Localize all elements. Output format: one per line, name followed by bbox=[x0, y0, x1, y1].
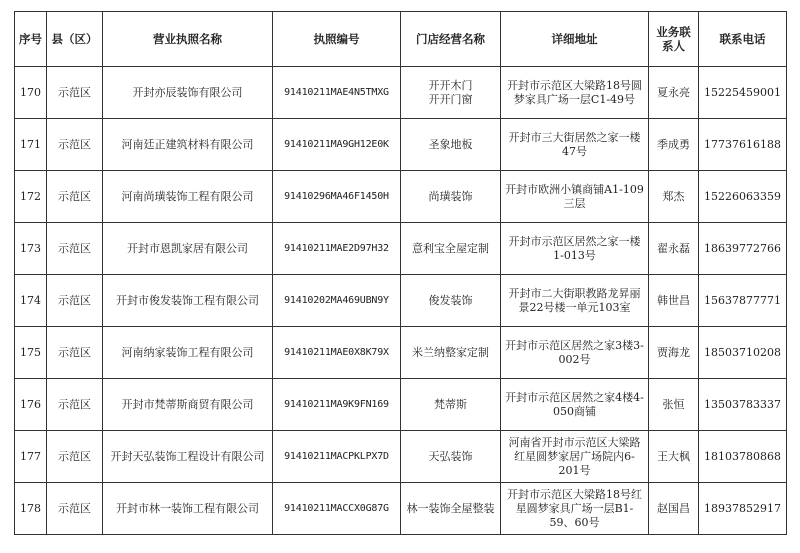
cell-phone: 15226063359 bbox=[699, 171, 787, 223]
table-row bbox=[15, 67, 787, 119]
header-county: 县（区） bbox=[47, 12, 103, 67]
cell-county: 示范区 bbox=[47, 119, 103, 171]
cell-contact: 贾海龙 bbox=[649, 327, 699, 379]
cell-contact: 翟永磊 bbox=[649, 223, 699, 275]
table-header-row bbox=[15, 12, 787, 67]
cell-phone: 13503783337 bbox=[699, 379, 787, 431]
table-row bbox=[15, 171, 787, 223]
cell-address: 开封市二大街职教路龙昇丽景22号楼一单元103室 bbox=[501, 275, 649, 327]
cell-seq: 174 bbox=[15, 275, 47, 327]
cell-contact: 季成勇 bbox=[649, 119, 699, 171]
cell-county: 示范区 bbox=[47, 379, 103, 431]
cell-license-name: 河南尚璜装饰工程有限公司 bbox=[103, 171, 273, 223]
cell-address: 开封市三大街居然之家一楼47号 bbox=[501, 119, 649, 171]
cell-license-no: 91410211MAE4N5TMXG bbox=[273, 67, 401, 119]
cell-phone: 15637877771 bbox=[699, 275, 787, 327]
cell-store-name: 开开木门 开开门窗 bbox=[401, 67, 501, 119]
cell-store-name: 俊发装饰 bbox=[401, 275, 501, 327]
table-row bbox=[15, 275, 787, 327]
cell-phone: 18639772766 bbox=[699, 223, 787, 275]
table-row bbox=[15, 379, 787, 431]
cell-license-name: 开封亦辰装饰有限公司 bbox=[103, 67, 273, 119]
table-row bbox=[15, 431, 787, 483]
cell-seq: 178 bbox=[15, 483, 47, 535]
cell-contact: 韩世昌 bbox=[649, 275, 699, 327]
header-license-name: 营业执照名称 bbox=[103, 12, 273, 67]
cell-store-name: 意利宝全屋定制 bbox=[401, 223, 501, 275]
cell-phone: 18103780868 bbox=[699, 431, 787, 483]
cell-store-name: 梵蒂斯 bbox=[401, 379, 501, 431]
header-license-no: 执照编号 bbox=[273, 12, 401, 67]
cell-seq: 175 bbox=[15, 327, 47, 379]
cell-license-name: 开封天弘装饰工程设计有限公司 bbox=[103, 431, 273, 483]
cell-contact: 夏永亮 bbox=[649, 67, 699, 119]
cell-store-name: 林一装饰全屋整装 bbox=[401, 483, 501, 535]
cell-contact: 赵国昌 bbox=[649, 483, 699, 535]
cell-seq: 177 bbox=[15, 431, 47, 483]
table-row bbox=[15, 119, 787, 171]
cell-seq: 173 bbox=[15, 223, 47, 275]
cell-license-no: 91410211MAE0X8K79X bbox=[273, 327, 401, 379]
cell-county: 示范区 bbox=[47, 67, 103, 119]
cell-county: 示范区 bbox=[47, 275, 103, 327]
cell-address: 河南省开封市示范区大梁路红星圆梦家居广场院内6-201号 bbox=[501, 431, 649, 483]
cell-license-name: 河南纳家装饰工程有限公司 bbox=[103, 327, 273, 379]
table-row bbox=[15, 327, 787, 379]
cell-license-no: 91410202MA469UBN9Y bbox=[273, 275, 401, 327]
merchant-table bbox=[14, 11, 787, 535]
cell-contact: 张恒 bbox=[649, 379, 699, 431]
header-phone: 联系电话 bbox=[699, 12, 787, 67]
cell-phone: 18937852917 bbox=[699, 483, 787, 535]
cell-address: 开封市示范区大梁路18号圆梦家具广场一层C1-49号 bbox=[501, 67, 649, 119]
cell-license-no: 91410296MA46F1450H bbox=[273, 171, 401, 223]
cell-license-name: 河南廷正建筑材料有限公司 bbox=[103, 119, 273, 171]
cell-county: 示范区 bbox=[47, 171, 103, 223]
table-row bbox=[15, 223, 787, 275]
cell-county: 示范区 bbox=[47, 431, 103, 483]
cell-seq: 172 bbox=[15, 171, 47, 223]
cell-license-name: 开封市梵蒂斯商贸有限公司 bbox=[103, 379, 273, 431]
header-seq: 序号 bbox=[15, 12, 47, 67]
cell-address: 开封市示范区大梁路18号红星圆梦家具广场一层B1-59、60号 bbox=[501, 483, 649, 535]
cell-store-name: 天弘装饰 bbox=[401, 431, 501, 483]
cell-contact: 郑杰 bbox=[649, 171, 699, 223]
cell-address: 开封市欧洲小镇商铺A1-109三层 bbox=[501, 171, 649, 223]
header-contact: 业务联系人 bbox=[649, 12, 699, 67]
header-address: 详细地址 bbox=[501, 12, 649, 67]
cell-county: 示范区 bbox=[47, 483, 103, 535]
table-row bbox=[15, 483, 787, 535]
cell-store-name: 圣象地板 bbox=[401, 119, 501, 171]
cell-license-no: 91410211MA9K9FN169 bbox=[273, 379, 401, 431]
cell-license-name: 开封市恩凯家居有限公司 bbox=[103, 223, 273, 275]
cell-address: 开封市示范区居然之家3楼3-002号 bbox=[501, 327, 649, 379]
cell-phone: 15225459001 bbox=[699, 67, 787, 119]
cell-contact: 王大枫 bbox=[649, 431, 699, 483]
cell-license-no: 91410211MA9GH12E0K bbox=[273, 119, 401, 171]
cell-license-no: 91410211MACPKLPX7D bbox=[273, 431, 401, 483]
cell-address: 开封市示范区居然之家4楼4-050商铺 bbox=[501, 379, 649, 431]
cell-license-no: 91410211MACCX0G87G bbox=[273, 483, 401, 535]
cell-store-name: 米兰纳整家定制 bbox=[401, 327, 501, 379]
cell-county: 示范区 bbox=[47, 327, 103, 379]
cell-license-name: 开封市俊发装饰工程有限公司 bbox=[103, 275, 273, 327]
cell-county: 示范区 bbox=[47, 223, 103, 275]
cell-seq: 170 bbox=[15, 67, 47, 119]
cell-phone: 18503710208 bbox=[699, 327, 787, 379]
cell-seq: 176 bbox=[15, 379, 47, 431]
header-store-name: 门店经营名称 bbox=[401, 12, 501, 67]
cell-seq: 171 bbox=[15, 119, 47, 171]
cell-license-name: 开封市林一装饰工程有限公司 bbox=[103, 483, 273, 535]
cell-phone: 17737616188 bbox=[699, 119, 787, 171]
cell-store-name: 尚璜装饰 bbox=[401, 171, 501, 223]
cell-address: 开封市示范区居然之家一楼1-013号 bbox=[501, 223, 649, 275]
cell-license-no: 91410211MAE2D97H32 bbox=[273, 223, 401, 275]
